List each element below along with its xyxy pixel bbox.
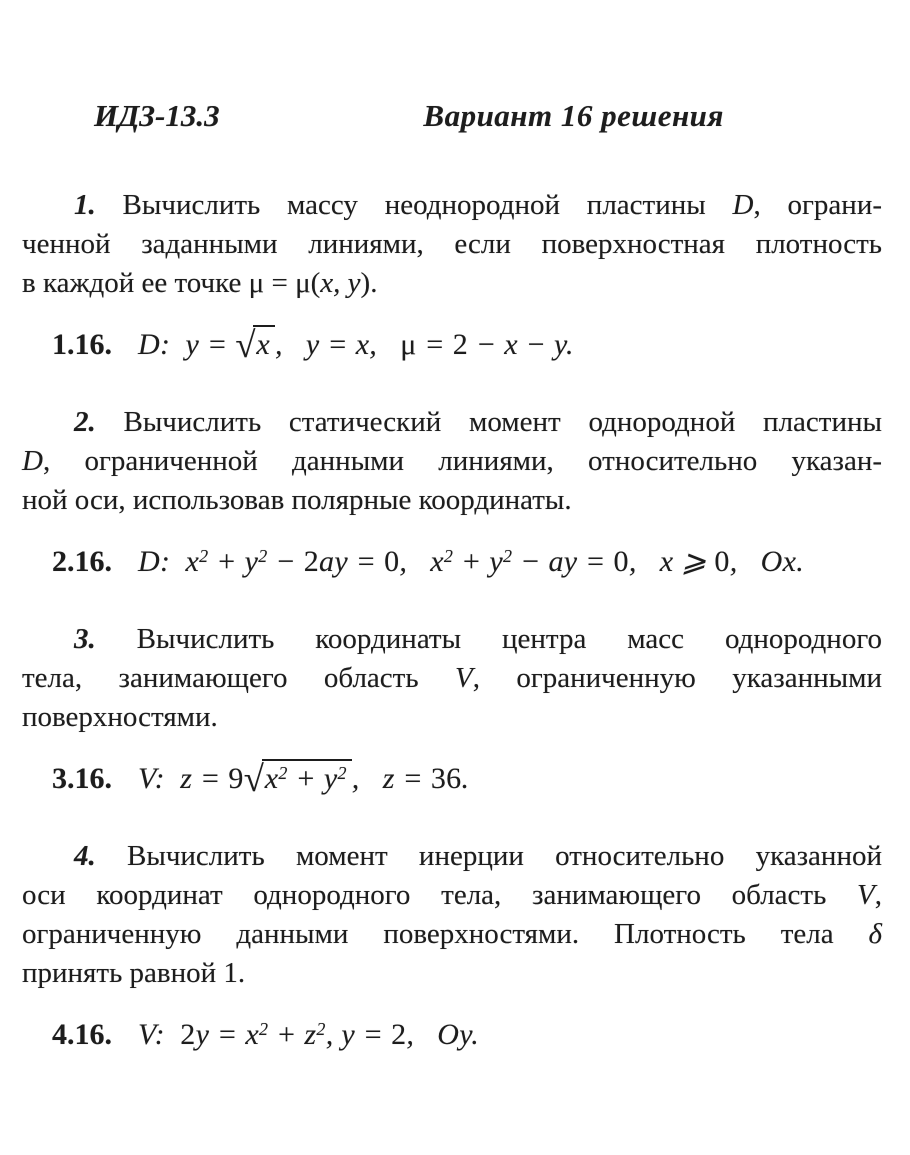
problem-4-line-4: принять равной 1. xyxy=(22,957,246,989)
problem-4-statement xyxy=(22,837,882,993)
problem-4-line-3: ограниченную данными поверхностями. Плотность тела δ xyxy=(22,918,882,950)
problem-4-line-1: 4. Вычислить момент инерции относительно указанной xyxy=(74,840,882,872)
problem-1-line-2: ченной заданными линиями, если поверхностная плотность xyxy=(22,228,882,260)
square-root: √ x xyxy=(235,328,275,361)
problem-3-line-1: 3. Вычислить координаты центра масс однородного xyxy=(74,623,882,655)
formula-1-16: D: y = √ x , y = x, μ = 2 − x − y. xyxy=(138,324,574,365)
problem-3-line-3: поверхностями. xyxy=(22,701,218,733)
problem-3-item xyxy=(22,753,882,805)
item-number-4-16: 4.16. xyxy=(52,1018,112,1051)
item-number-1-16: 1.16. xyxy=(52,328,112,361)
item-number-2-16: 2.16. xyxy=(52,545,112,578)
problem-2-line-1: 2. Вычислить статический момент однородной пластины xyxy=(74,406,882,438)
problem-1-statement xyxy=(22,186,882,303)
problem-2-statement xyxy=(22,403,882,520)
formula-3-16: V: z = 9√ $x^2 + y^2$ , z = 36. xyxy=(138,758,470,799)
variant-title: Вариант 16 решения xyxy=(423,98,724,133)
problem-3-statement xyxy=(22,620,882,737)
item-number-3-16: 3.16. xyxy=(52,762,112,795)
problem-1-item xyxy=(22,319,882,371)
problem-3-line-2: тела, занимающего область V, ограниченную указанными xyxy=(22,662,883,694)
formula-2-16: D: $x^2 + y^2 - 2ay = 0$, $x^2 + y^2$ − ay = 0, x ⩾ 0, Ox. xyxy=(138,545,804,578)
problem-2-item xyxy=(22,536,882,588)
problem-4-item xyxy=(22,1009,882,1061)
problem-1-line-3: в каждой ее точке μ = μ(x, y). xyxy=(22,267,378,299)
document-header xyxy=(22,98,882,134)
square-root: √ $x^2 + y^2$ xyxy=(244,762,352,795)
problem-2-line-2: D, ограниченной данными линиями, относительно указан- xyxy=(22,445,882,477)
problem-1-line-1: 1. Вычислить массу неоднородной пластины D, ограни- xyxy=(74,189,882,221)
assignment-code: ИДЗ-13.3 xyxy=(94,98,220,133)
problem-4-line-2: оси координат однородного тела, занимающего область V, xyxy=(22,879,882,911)
problem-2-line-3: ной оси, использовав полярные координаты. xyxy=(22,484,572,516)
formula-4-16: V: $2y = x^2 + z^2$, y = 2, Oy. xyxy=(138,1018,480,1051)
